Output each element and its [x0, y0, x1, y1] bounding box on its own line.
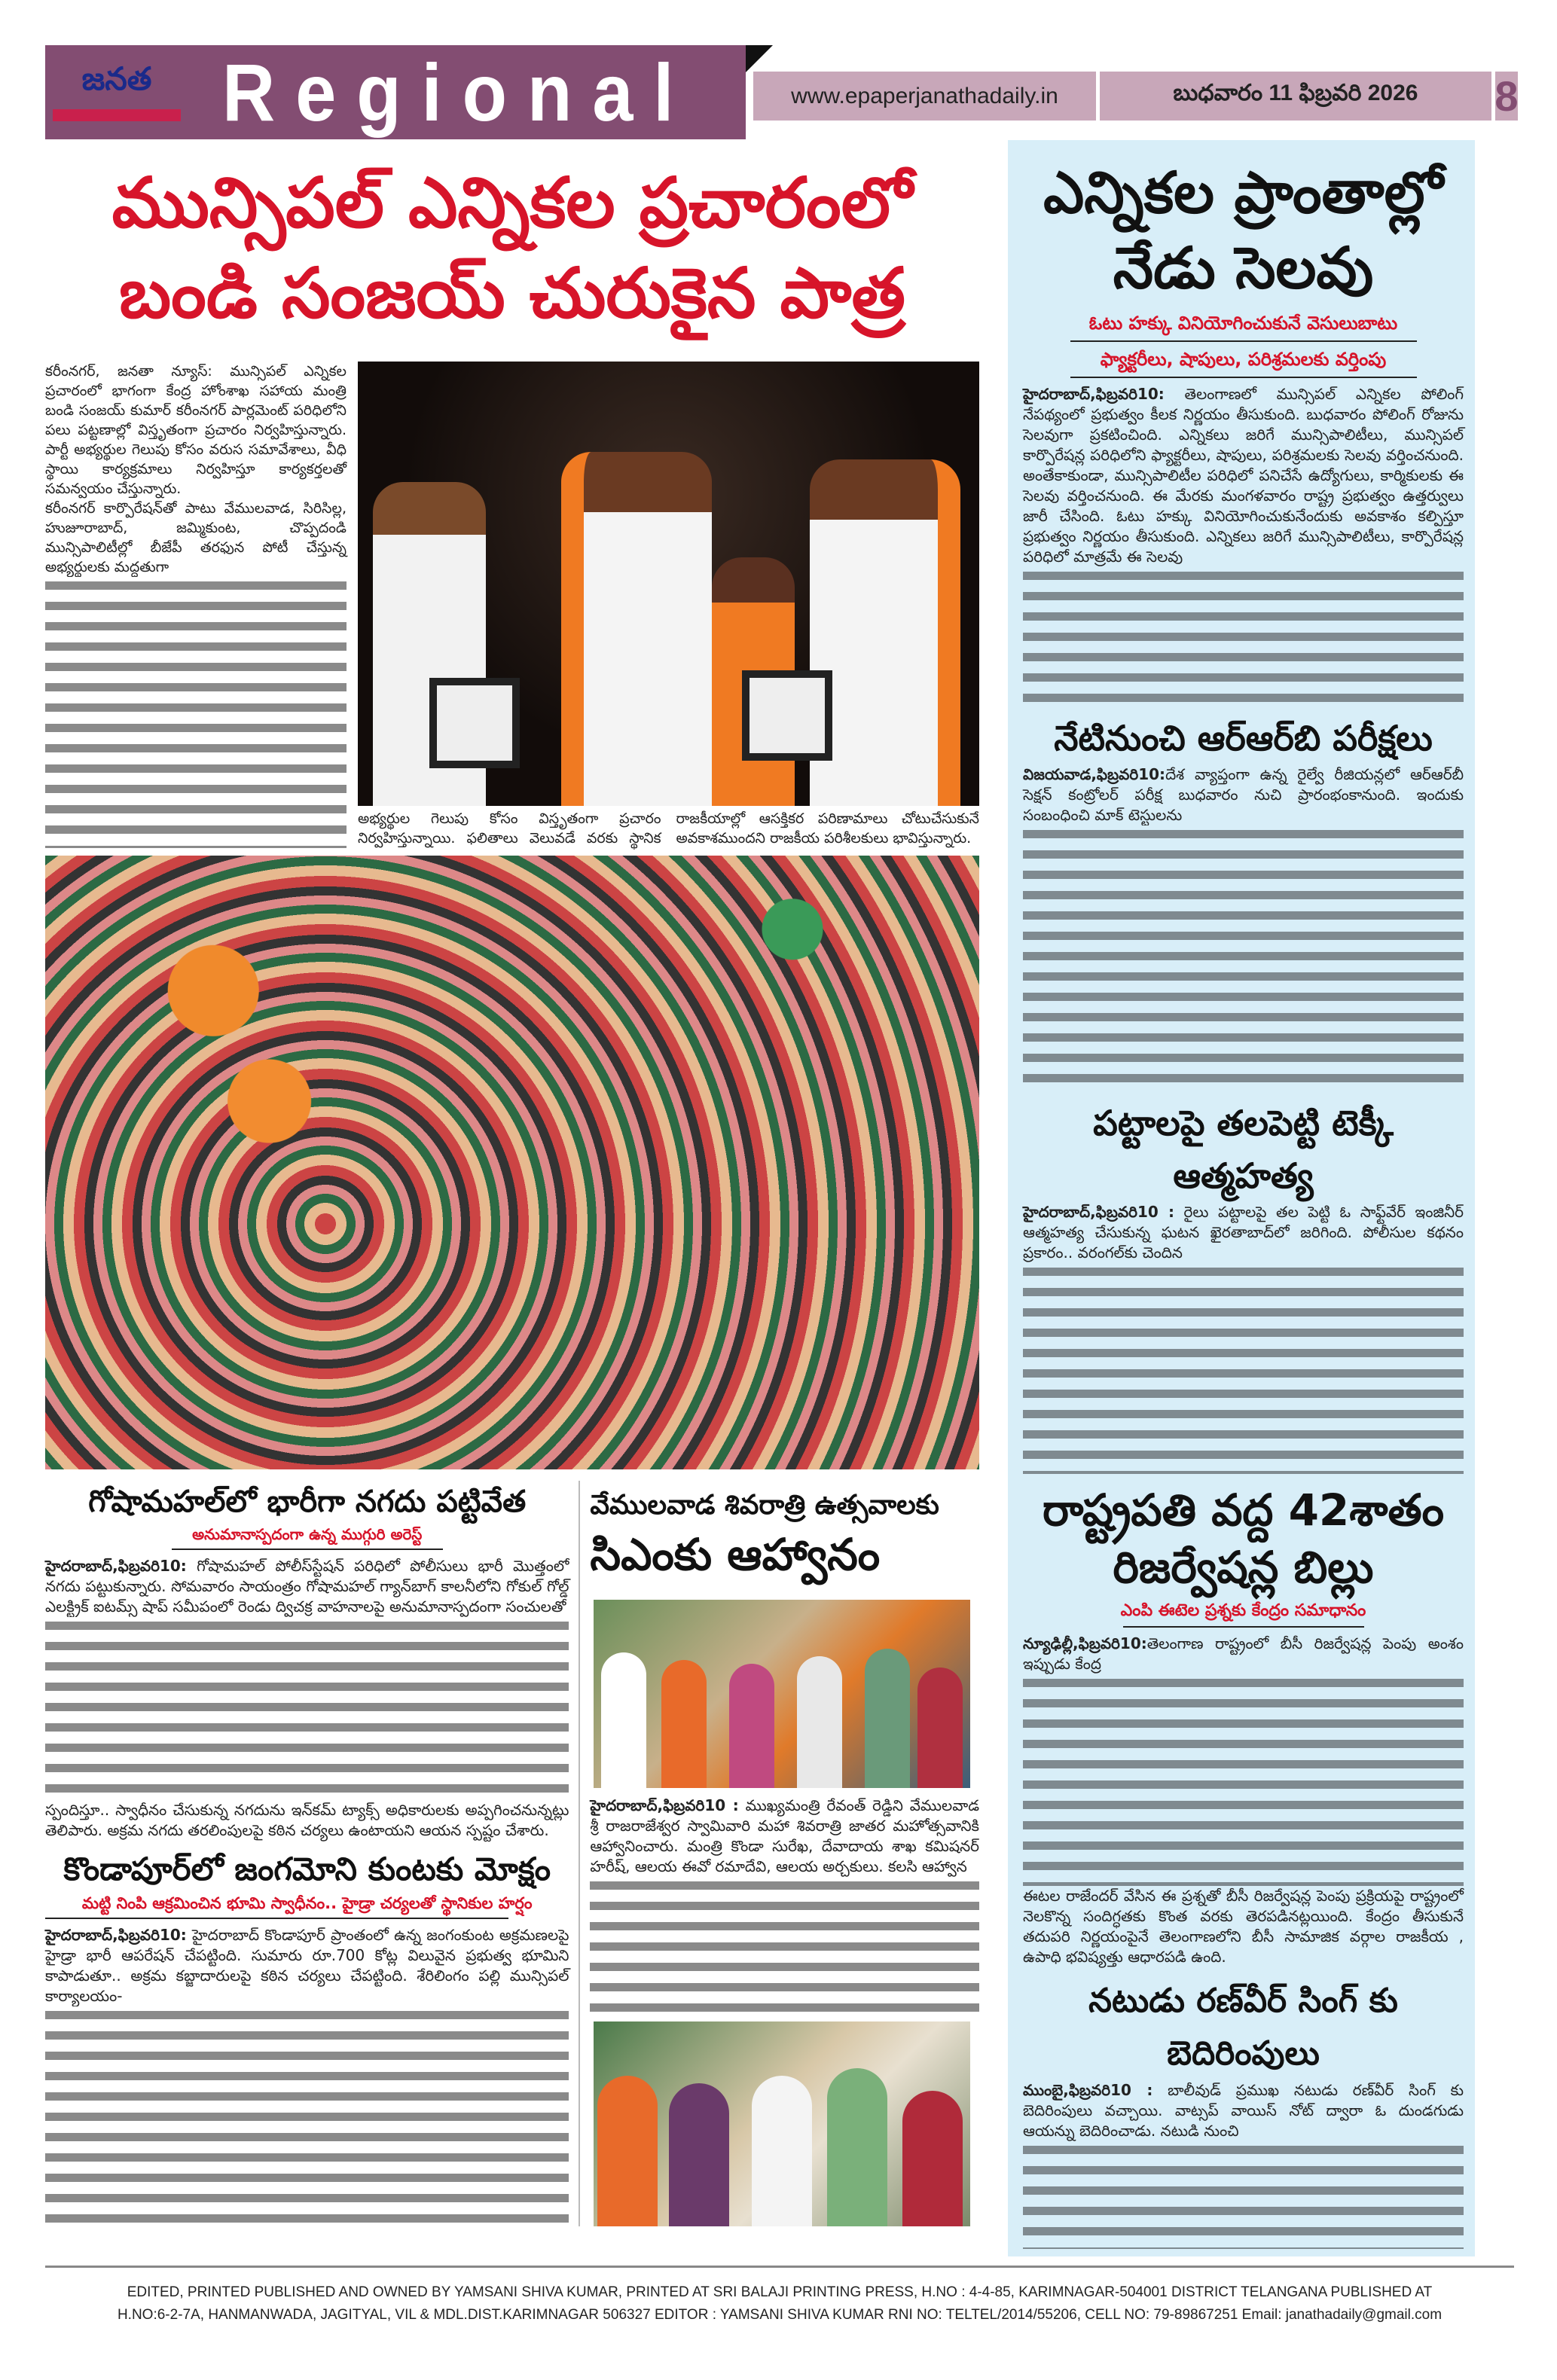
- photo-figure: [561, 452, 712, 806]
- photo-figure: [865, 1649, 910, 1788]
- holiday-headline: [1023, 155, 1464, 306]
- dateline: హైదరాబాద్,ఫిబ్రవరి10:: [1023, 385, 1165, 403]
- imprint-footer: [45, 2281, 1514, 2327]
- photo-figure: [917, 1668, 963, 1788]
- text-continuation: [1023, 2141, 1464, 2249]
- article-text: ముఖ్యమంత్రి రేవంత్ రెడ్డిని వేములవాడ శ్రీ రాజరాజేశ్వర స్వామివారి మహా శివరాత్రి జాతర మహోత్సవానికి ఆహ్వానించారు. మంత్రి కొండా సురేఖ, దేవాదాయ శాఖ కమిషనర్ హరీష్, ఆలయ ఈవో రమాదేవి, ఆలయ అర్చకులు. కలసి ఆహ్వాన: [590, 1796, 980, 1875]
- headline-line: బండి సంజయ్ చురుకైన పాత్ర: [119, 253, 905, 334]
- holiday-article-body: [1023, 384, 1464, 567]
- dateline: హైదరాబాద్,ఫిబ్రవరి10 :: [1023, 1202, 1174, 1221]
- lead-article-ending: అభ్యర్థుల గెలుపు కోసం విస్తృతంగా ప్రచారం నిర్వహిస్తున్నాయి. ఫలితాలు వెలువడే వరకు స్థానిక రాజకీయాల్లో ఆసక్తికర పరిణామాలు చోటుచేసుకునే అవకాశముందని రాజకీయ పరిశీలకులు భావిస్తున్నారు.: [358, 810, 979, 847]
- column-rule: [579, 1481, 580, 2226]
- text-continuation: [1023, 567, 1464, 704]
- pond-subheading: మట్టి నింపి ఆక్రమించిన భూమి స్వాధీనం.. హైడ్రా చర్యలతో స్థానికుల హర్షం: [81, 1893, 533, 1912]
- website-url[interactable]: www.epaperjanathadaily.in: [753, 72, 1096, 121]
- paragraph: కరీంనగర్, జనతా న్యూస్: మున్సిపల్ ఎన్నికల ప్రచారంలో భాగంగా కేంద్ర హోంశాఖ సహాయ మంత్రి బండి సంజయ్ కుమార్ కరీంనగర్ పార్లమెంట్ పరిధిలోని పలు పట్టణాల్లో విస్తృతంగా ప్రచారం నిర్వహిస్తున్నారు. పార్టీ అభ్యర్థుల గెలుపు కోసం వరుస సమావేశాలు, వీధి స్థాయి కార్యక్రమాలు నిర్వహిస్తూ కార్యకర్తలతో సమన్వయం చేస్తున్నారు.: [45, 363, 347, 497]
- techie-headline: పట్టాలపై తలపెట్టి టెక్కీ ఆత్మహత్య: [1093, 1102, 1394, 1196]
- cash-seizure-body: [45, 1556, 569, 1617]
- campaign-photo: [358, 362, 979, 806]
- stage-light: [429, 678, 520, 768]
- photo-figure: [902, 2091, 963, 2226]
- logo-text: జనత: [81, 60, 152, 97]
- text-continuation: [45, 1617, 569, 1800]
- rrb-article: [1023, 712, 1464, 1089]
- cash-seizure-ending: స్పందిస్తూ.. స్వాధీనం చేసుకున్న నగదును ఇన్‌కమ్ ట్యాక్స్ అధికారులకు అప్పగించనున్నట్లు తెలిపారు. అక్రమ నగదు తరలింపులపై కఠిన చర్యలు ఉంటాయని ఆయన స్పష్టం చేశారు.: [45, 1800, 569, 1839]
- bc-bill-article-body: [1023, 1634, 1464, 1674]
- text-continuation: [45, 577, 347, 848]
- article-text: తెలంగాణలో మున్సిపల్ ఎన్నికల పోలింగ్ నేపథ్యంలో ప్రభుత్వం కీలక నిర్ణయం తీసుకుంది. బుధవారం పోలింగ్ రోజును సెలవుగా ప్రకటించింది. ఎన్నికలు జరిగే మున్సిపాలిటీలు, మున్సిపల్ కార్పొరేషన్ల పరిధిలోని ఫ్యాక్టరీలు, షాపులు, పరిశ్రమలకు సెలవు వర్తించనుంది. అంతేకాకుండా, మున్సిపాలిటీల పరిధిలో పనిచేసే ఉద్యోగులు, కార్మికులకు ఈ సెలవు వర్తించనుంది. ఈ మేరకు మంగళవారం రాష్ట్ర ప్రభుత్వం ఉత్తర్వులు జారీ చేసింది. ఓటు హక్కు వినియోగించుకునేందుకు అవకాశం కల్పిస్తూ ప్రభుత్వం నిర్ణయం తీసుకుంది. ఎన్నికలు జరిగే మున్సిపాలిటీలు, కార్పొరేషన్ల పరిధిలో మాత్రమే ఈ సెలవు: [1023, 385, 1464, 566]
- headline-line: రాష్ట్రపతి వద్ద 42శాతం: [1043, 1484, 1444, 1536]
- divider: [1070, 340, 1417, 342]
- photo-figure: [661, 1660, 707, 1788]
- ranveer-article-body: [1023, 2080, 1464, 2141]
- dateline: హైదరాబాద్,ఫిబ్రవరి10:: [45, 1925, 187, 1944]
- rrb-article-body: [1023, 764, 1464, 825]
- bc-bill-article: [1023, 1481, 1464, 1967]
- cash-seizure-subheading: అనుమానాస్పదంగా ఉన్న ముగ్గురి అరెస్ట్: [192, 1525, 423, 1543]
- article-text: బాలీవుడ్ ప్రముఖ నటుడు రణ్‌వీర్ సింగ్ కు బెదిరింపులు వచ్చాయి. వాట్సప్ వాయిస్ నోట్ ద్వారా ఓ దుండగుడు ఆయన్ను బెదిరించాడు. నటుడి నుంచి: [1023, 2081, 1464, 2140]
- bc-bill-article-ending: ఈటల రాజేందర్ వేసిన ఈ ప్రశ్నతో బీసీ రిజర్వేషన్ల పెంపు ప్రక్రియపై రాష్ట్రంలో నెలకొన్న సందిగ్ధతకు కొంత వరకు తెరపడినట్లయింది. కేంద్రం తీసుకునే తదుపరి నిర్ణయంపైనే తెలంగాణలోని బీసీ సామాజిక వర్గాల రాజకీయ , ఉపాధి భవిష్యత్తు ఆధారపడి ఉంది.: [1023, 1887, 1464, 1967]
- photo-figure: [810, 459, 960, 806]
- dateline: హైదరాబాద్,ఫిబ్రవరి10 :: [590, 1796, 739, 1814]
- main-stack: [45, 140, 979, 2226]
- cash-seizure-headline: గోషామహల్‌లో భారీగా నగదు పట్టివేత: [88, 1484, 527, 1519]
- ranveer-headline: నటుడు రణ్‌వీర్ సింగ్ కు బెదిరింపులు: [1088, 1982, 1398, 2073]
- lead-story: [45, 362, 979, 848]
- pond-body: [45, 1925, 569, 2006]
- article-text: హైదరాబాద్ కొండాపూర్ ప్రాంతంలో ఉన్న జంగంకుంట అక్రమణలపై హైడ్రా భారీ ఆపరేషన్ చేపట్టింది. సుమారు రూ.700 కోట్ల విలువైన ప్రభుత్వ భూమిని కాపాడుతూ.. అక్రమ కబ్జాదారులపై కఠిన చర్యలు చేపట్టింది. శేరిలింగం పల్లి మున్సిపల్ కార్యాలయం-: [45, 1925, 569, 2005]
- headline-line: రిజర్వేషన్ల బిల్లు: [1113, 1542, 1374, 1594]
- text-continuation: [1023, 1263, 1464, 1475]
- article-text: గోషామహల్ పోలీస్‌స్టేషన్ పరిధిలో పోలీసులు భారీ మొత్తంలో నగదు పట్టుకున్నారు. సోమవారం సాయంత్రం గోషామహల్ గ్యాన్‌బాగ్ కాలనీలోని గోకుల్ గోల్డ్ ఎలక్ట్రిక్ ఐటమ్స్ షాప్ సమీపంలో రెండు ద్విచక్ర వాహనాలపై అనుమానాస్పదంగా సంచులతో: [45, 1557, 569, 1616]
- holiday-subheading: ఓటు హక్కు వినియోగించుకునే వెసులుబాటు: [1088, 313, 1398, 334]
- holiday-article: [1023, 155, 1464, 704]
- paragraph: కరీంనగర్ కార్పొరేషన్‌తో పాటు వేములవాడ, సిరిసిల్ల, హుజూరాబాద్, జమ్మికుంట, చొప్పదండి మున్సిపాలిటీల్లో బీజేపీ తరఫున పోటీ చేస్తున్న అభ్యర్థులకు మద్దతుగా: [45, 500, 347, 575]
- shivaratri-headline: సిఎంకు ఆహ్వానం: [590, 1529, 881, 1580]
- dateline: ముంబై,ఫిబ్రవరి10 :: [1023, 2081, 1153, 2100]
- photo-figure: [827, 2068, 887, 2226]
- shivaratri-photo-1: [594, 1600, 970, 1788]
- bottom-stories: [45, 1481, 979, 2226]
- lead-headline: [45, 158, 979, 339]
- dateline: విజయవాడ,ఫిబ్రవరి10:: [1023, 764, 1166, 783]
- dateline: హైదరాబాద్,ఫిబ్రవరి10:: [45, 1557, 187, 1575]
- masthead: [45, 45, 746, 139]
- divider: [1070, 377, 1417, 378]
- lead-article-body: [45, 362, 350, 848]
- headline-line: ఎన్నికల ప్రాంతాల్లో: [1043, 159, 1443, 226]
- holiday-subheading-2: ఫ్యాక్టరీలు, షాపులు, పరిశ్రమలకు వర్తింపు: [1100, 349, 1387, 370]
- footer: [45, 2266, 1514, 2357]
- headline-line: మున్సిపల్ ఎన్నికల ప్రచారంలో: [111, 163, 913, 243]
- bottom-middle-column: [590, 1481, 979, 2226]
- crowd-photo: [45, 856, 979, 1469]
- sidebar-column: [1008, 140, 1475, 2256]
- corner-decoration: [746, 45, 773, 72]
- shivaratri-photo-2: [594, 2021, 970, 2226]
- pond-headline: కొండాపూర్‌లో జంగమోని కుంటకు మోక్షం: [63, 1850, 551, 1887]
- photo-figure: [597, 2076, 658, 2226]
- dateline: న్యూఢిల్లీ,ఫిబ్రవరి10:: [1023, 1634, 1147, 1653]
- cash-seizure-article: [45, 1481, 569, 1841]
- issue-date: బుధవారం 11 ఫిబ్రవరి 2026: [1100, 72, 1491, 121]
- photo-figure: [729, 1664, 774, 1788]
- shivaratri-kicker: వేములవాడ శివరాత్రి ఉత్సవాలకు: [590, 1490, 939, 1521]
- article-text: రైలు పట్టాలపై తల పెట్టి ఓ సాఫ్ట్‌వేర్ ఇంజినీర్ ఆత్మహత్య చేసుకున్న ఘటన ఖైరతాబాద్‌లో జరిగింది. పోలీసుల కథనం ప్రకారం.. వరంగల్‌కు చెందిన: [1023, 1202, 1464, 1262]
- techie-article: [1023, 1097, 1464, 1475]
- headline-line: నేడు సెలవు: [1113, 234, 1374, 301]
- shivaratri-body: [590, 1796, 979, 1877]
- divider: [45, 1918, 508, 1919]
- imprint-line: H.NO:6-2-7A, HANMANWADA, JAGITYAL, VIL & MDL.DIST.KARIMNAGAR 506327 EDITOR : YAMSANI SHIVA KUMAR RNI NO: TELTEL/2014/55206, CELL NO: 79-89867251 Email: janathadaily@gmail.com: [117, 2307, 1443, 2323]
- page-number: 8: [1494, 72, 1519, 120]
- section-title: Regional: [222, 47, 695, 138]
- rrb-headline: నేటినుంచి ఆర్ఆర్‌బి పరీక్షలు: [1054, 717, 1433, 758]
- bottom-left-column: [45, 1481, 569, 2226]
- photo-figure: [797, 1656, 842, 1788]
- divider: [1123, 1626, 1364, 1628]
- imprint-line: EDITED, PRINTED PUBLISHED AND OWNED BY YAMSANI SHIVA KUMAR, PRINTED AT SRI BALAJI PRINTING PRESS, H.NO : 4-4-85, KARIMNAGAR-504001 DISTRICT TELANGANA PUBLISHED AT: [127, 2284, 1433, 2300]
- text-continuation: [590, 1877, 979, 2014]
- lead-photo-area: [350, 362, 979, 848]
- techie-article-body: [1023, 1202, 1464, 1263]
- pond-article: [45, 1847, 569, 2226]
- article-text: తెలంగాణ రాష్ట్రంలో బీసీ రిజర్వేషన్ల పెంపు అంశం ఇప్పుడు కేంద్ర: [1023, 1634, 1464, 1674]
- text-continuation: [1023, 825, 1464, 1089]
- newspaper-logo: [53, 60, 181, 132]
- photo-figure: [669, 2083, 729, 2226]
- bc-bill-headline: [1023, 1481, 1464, 1596]
- photo-figure: [601, 1652, 646, 1788]
- footer-divider: [45, 2266, 1514, 2268]
- ranveer-article: [1023, 1975, 1464, 2249]
- article-text: దేశ వ్యాప్తంగా ఉన్న రైల్వే రీజియన్లలో ఆర్ఆర్‌బీ సెక్షన్ కంట్రోలర్ పరీక్ష బుధవారం నుచి ప్రారంభంకానుంది. ఇందుకు సంబంధించి మాక్ టెస్టులను: [1023, 764, 1464, 824]
- bc-bill-subheading: ఎంపి ఈటెల ప్రశ్నకు కేంద్రం సమాధానం: [1120, 1601, 1366, 1621]
- stage-light: [742, 670, 832, 761]
- text-continuation: [45, 2006, 569, 2226]
- photo-figure: [752, 2076, 812, 2226]
- divider: [172, 1549, 443, 1550]
- text-continuation: [1023, 1674, 1464, 1886]
